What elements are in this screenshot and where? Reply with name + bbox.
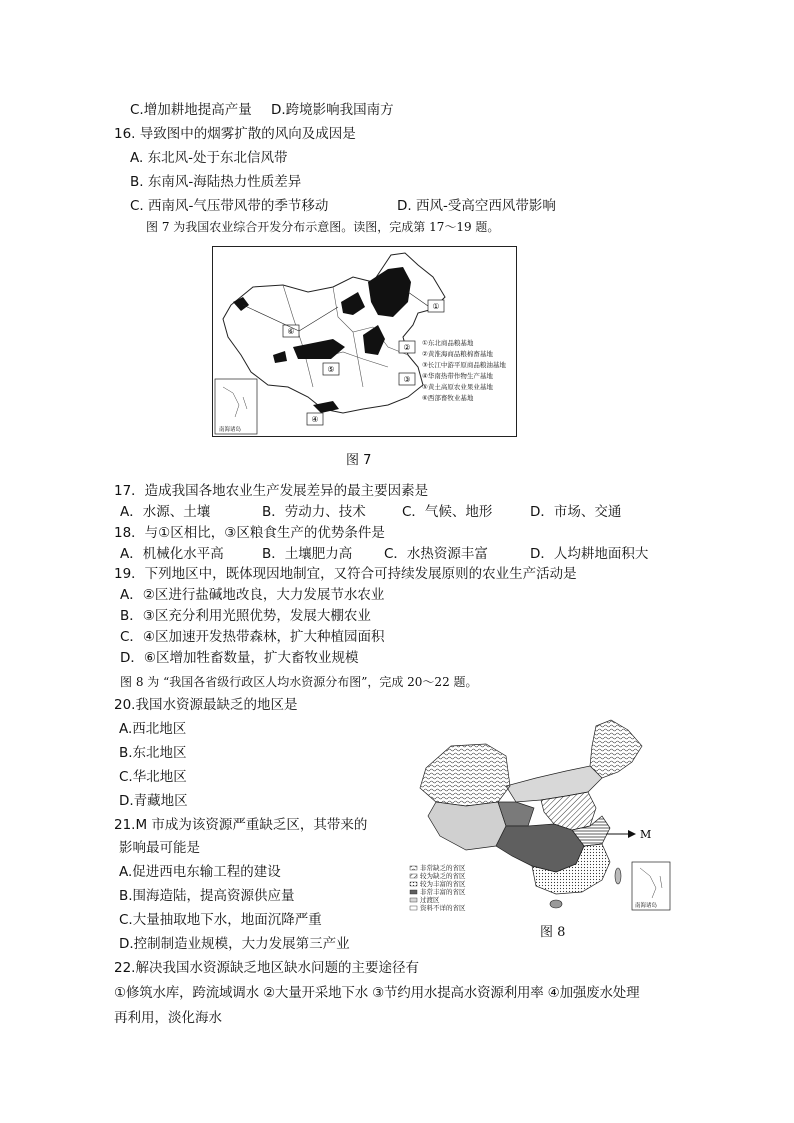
q15-option-c: C.增加耕地提高产量 bbox=[130, 102, 252, 118]
region-xinjiang bbox=[420, 744, 510, 806]
q18-option-b: B．土壤肥力高 bbox=[262, 546, 353, 562]
q21-option-a: A.促进西电东输工程的建设 bbox=[119, 864, 281, 880]
legend-4: ④华南热带作物生产基地 bbox=[422, 372, 493, 380]
fig7-legend bbox=[422, 338, 506, 402]
legend-3: ③长江中游平原商品粮油基地 bbox=[422, 361, 506, 369]
legend-5: 过渡区 bbox=[420, 896, 440, 904]
q17-option-a: A．水源、土壤 bbox=[120, 504, 211, 520]
q18-option-d: D．人均耕地面积大 bbox=[530, 546, 649, 562]
q16-option-a: A. 东北风-处于东北信风带 bbox=[130, 150, 288, 166]
q19-option-b: B．③区充分利用光照优势，发展大棚农业 bbox=[120, 608, 371, 624]
label-4: ④ bbox=[311, 415, 319, 424]
q21-option-b: B.围海造陆，提高资源供应量 bbox=[119, 888, 295, 904]
question-21-continued: 影响最可能是 bbox=[119, 840, 200, 856]
legend-6: 资料不详的省区 bbox=[420, 904, 466, 912]
question-16: 16. 导致图中的烟雾扩散的风向及成因是 bbox=[114, 126, 356, 142]
q22-options-line1: ①修筑水库，跨流域调水 ②大量开采地下水 ③节约用水提高水资源利用率 ④加强废水处理 bbox=[114, 985, 640, 1001]
q21-option-c: C.大量抽取地下水，地面沉降严重 bbox=[119, 912, 322, 928]
china-agriculture-map bbox=[213, 247, 516, 436]
question-22: 22.解决我国水资源缺乏地区缺水问题的主要途径有 bbox=[114, 960, 419, 976]
legend-3: 较为丰富的省区 bbox=[420, 880, 466, 888]
label-1: ① bbox=[432, 302, 440, 311]
q19-option-d: D．⑥区增加牲畜数量，扩大畜牧业规模 bbox=[120, 650, 359, 666]
q22-options-line2: 再利用，淡化海水 bbox=[114, 1010, 222, 1026]
q17-option-b: B．劳动力、技术 bbox=[262, 504, 366, 520]
q17-option-c: C．气候、地形 bbox=[402, 504, 493, 520]
region-tibet bbox=[428, 802, 506, 850]
figure-8-intro: 图 8 为 “我国各省级行政区人均水资源分布图”，完成 20～22 题。 bbox=[120, 675, 478, 689]
water-resources-map bbox=[406, 716, 676, 914]
q19-option-a: A．②区进行盐碱地改良，大力发展节水农业 bbox=[120, 587, 385, 603]
q18-option-c: C．水热资源丰富 bbox=[384, 546, 488, 562]
label-6: ⑥ bbox=[287, 327, 295, 336]
question-18: 18．与①区相比，③区粮食生产的优势条件是 bbox=[114, 525, 385, 541]
inset-box bbox=[215, 379, 257, 434]
inset-label: 南海诸岛 bbox=[635, 903, 658, 909]
q20-option-b: B.东北地区 bbox=[119, 745, 187, 761]
legend-2: 较为缺乏的省区 bbox=[420, 872, 466, 880]
legend-5: ⑤黄土高原农业果业基地 bbox=[422, 383, 493, 391]
label-3: ③ bbox=[403, 375, 411, 384]
q20-option-a: A.西北地区 bbox=[119, 721, 187, 737]
q16-option-b: B. 东南风-海陆热力性质差异 bbox=[130, 174, 302, 190]
inset-label: 南海诸岛 bbox=[219, 427, 242, 433]
q16-option-d: D. 西风-受高空西风带影响 bbox=[397, 198, 556, 214]
figure-7-map bbox=[212, 246, 517, 437]
region-taiwan bbox=[615, 868, 621, 884]
legend-6: ⑥西部畜牧业基地 bbox=[422, 394, 474, 402]
question-17: 17．造成我国各地农业生产发展差异的最主要因素是 bbox=[114, 483, 429, 499]
region-hainan bbox=[550, 900, 562, 908]
figure-8-map bbox=[406, 716, 676, 914]
question-19: 19．下列地区中，既体现因地制宜，又符合可持续发展原则的农业生产活动是 bbox=[114, 566, 577, 582]
region-central bbox=[496, 824, 584, 872]
q15-option-d: D.跨境影响我国南方 bbox=[271, 102, 394, 118]
label-5: ⑤ bbox=[327, 365, 335, 374]
q16-option-c: C. 西南风-气压带风带的季节移动 bbox=[130, 198, 329, 214]
label-2: ② bbox=[403, 343, 411, 352]
legend-2: ②黄淮海商品粮棉畜基地 bbox=[422, 350, 493, 358]
q17-option-d: D．市场、交通 bbox=[530, 504, 622, 520]
legend-1: 非常缺乏的省区 bbox=[420, 864, 466, 872]
fig8-legend bbox=[410, 863, 466, 912]
m-label: M bbox=[640, 828, 652, 841]
q18-option-a: A．机械化水平高 bbox=[120, 546, 224, 562]
question-21: 21.M 市成为该资源严重缺乏区，其带来的 bbox=[114, 817, 368, 833]
legend-4: 非常丰富的省区 bbox=[420, 888, 466, 896]
q21-option-d: D.控制制造业规模，大力发展第三产业 bbox=[119, 936, 350, 952]
q20-option-c: C.华北地区 bbox=[119, 769, 187, 785]
question-20: 20.我国水资源最缺乏的地区是 bbox=[114, 697, 298, 713]
q20-option-d: D.青藏地区 bbox=[119, 793, 188, 809]
figure-7-caption: 图 7 bbox=[346, 453, 372, 468]
region-northeast bbox=[590, 720, 642, 778]
figure-8-caption: 图 8 bbox=[540, 925, 566, 940]
legend-1: ①东北商品粮基地 bbox=[422, 339, 474, 347]
q19-option-c: C．④区加速开发热带森林，扩大种植园面积 bbox=[120, 629, 385, 645]
figure-7-intro: 图 7 为我国农业综合开发分布示意图。读图，完成第 17～19 题。 bbox=[146, 220, 500, 234]
